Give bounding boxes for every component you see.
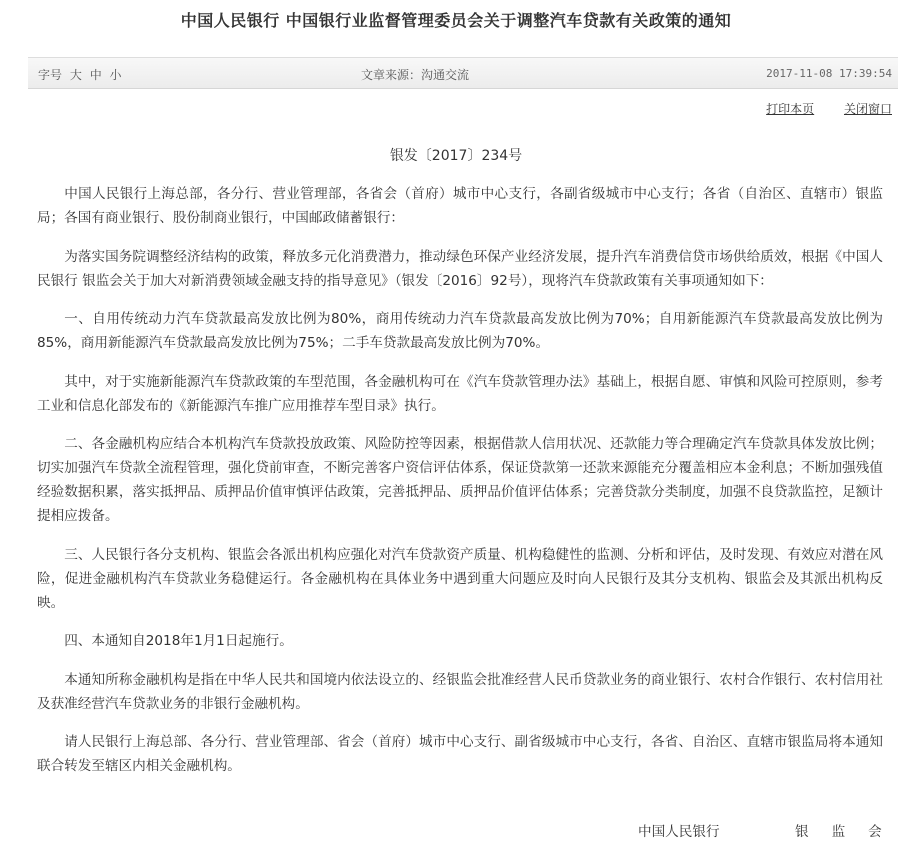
addressee-paragraph: 中国人民银行上海总部，各分行、营业管理部，各省会（首府）城市中心支行，各副省级城市中心支行；各省（自治区、直辖市）银监局；各国有商业银行、股份制商业银行，中国邮政储蓄银行：: [37, 186, 883, 226]
article-meta-bar: [28, 57, 898, 89]
font-size-large-option[interactable]: 大: [69, 68, 82, 82]
definition-paragraph: 本通知所称金融机构是指在中华人民共和国境内依法设立的、经银监会批准经营人民币贷款业务的商业银行、农村合作银行、农村信用社及获准经营汽车贷款业务的非银行金融机构。: [37, 671, 883, 712]
clause-4-paragraph: 四、本通知自2018年1月1日起施行。: [64, 633, 293, 649]
document-number: 银发〔2017〕234号: [389, 148, 523, 164]
page-actions: [740, 100, 892, 117]
publish-timestamp: 2017-11-08 17:39:54: [766, 67, 892, 80]
print-page-link[interactable]: 打印本页: [766, 102, 815, 116]
article-body: [37, 182, 883, 793]
font-size-selector: [38, 66, 122, 83]
forwarding-paragraph: 请人民银行上海总部、各分行、营业管理部、省会（首府）城市中心支行、副省级城市中心支行，各省、自治区、直辖市银监局将本通知联合转发至辖区内相关金融机构。: [37, 734, 883, 774]
clause-3-paragraph: 三、人民银行各分支机构、银监会各派出机构应强化对汽车贷款资产质量、机构稳健性的监测、分析和评估，及时发现、有效应对潜在风险，促进金融机构汽车贷款业务稳健运行。各金融机构在具体业务中遇到重大问题应及时向人民银行及其分支机构、银监会及其派出机构反映。: [37, 546, 883, 611]
clause-1-paragraph: 一、自用传统动力汽车贷款最高发放比例为80%，商用传统动力汽车贷款最高发放比例为70%；自用新能源汽车贷款最高发放比例为85%，商用新能源汽车贷款最高发放比例为75%；二手车贷款最高发放比例为70%。: [37, 311, 883, 351]
font-size-medium-option[interactable]: 中: [89, 68, 102, 82]
page-title: 中国人民银行 中国银行业监督管理委员会关于调整汽车贷款有关政策的通知: [180, 11, 732, 30]
signature-cbrc: 银监会: [795, 824, 905, 840]
clause-1-note-paragraph: 其中，对于实施新能源汽车贷款政策的车型范围，各金融机构可在《汽车贷款管理办法》基础上，根据自愿、审慎和风险可控原则，参考工业和信息化部发布的《新能源汽车推广应用推荐车型目录》执行。: [37, 373, 883, 414]
intro-paragraph: 为落实国务院调整经济结构的政策，释放多元化消费潜力，推动绿色环保产业经济发展，提升汽车消费信贷市场供给质效，根据《中国人民银行 银监会关于加大对新消费领域金融支持的指导意见》（银发〔2016〕92号），现将汽车贷款政策有关事项通知如下：: [37, 248, 883, 289]
article-source: 文章来源：沟通交流: [361, 68, 470, 82]
signature-pbc: 中国人民银行: [638, 824, 720, 840]
font-size-small-option[interactable]: 小: [109, 68, 122, 82]
clause-2-paragraph: 二、各金融机构应结合本机构汽车贷款投放政策、风险防控等因素，根据借款人信用状况、还款能力等合理确定汽车贷款具体发放比例；切实加强汽车贷款全流程管理，强化贷前审查，不断完善客户资信评估体系，保证贷款第一还款来源能充分覆盖相应本金利息；不断加强残值经验数据积累，落实抵押品、质押品价值审慎评估政策，完善抵押品、质押品价值评估体系；完善贷款分类制度，加强不良贷款监控，足额计提相应拨备。: [37, 436, 883, 524]
font-size-label: 字号: [38, 68, 63, 82]
close-window-link[interactable]: 关闭窗口: [843, 102, 892, 116]
